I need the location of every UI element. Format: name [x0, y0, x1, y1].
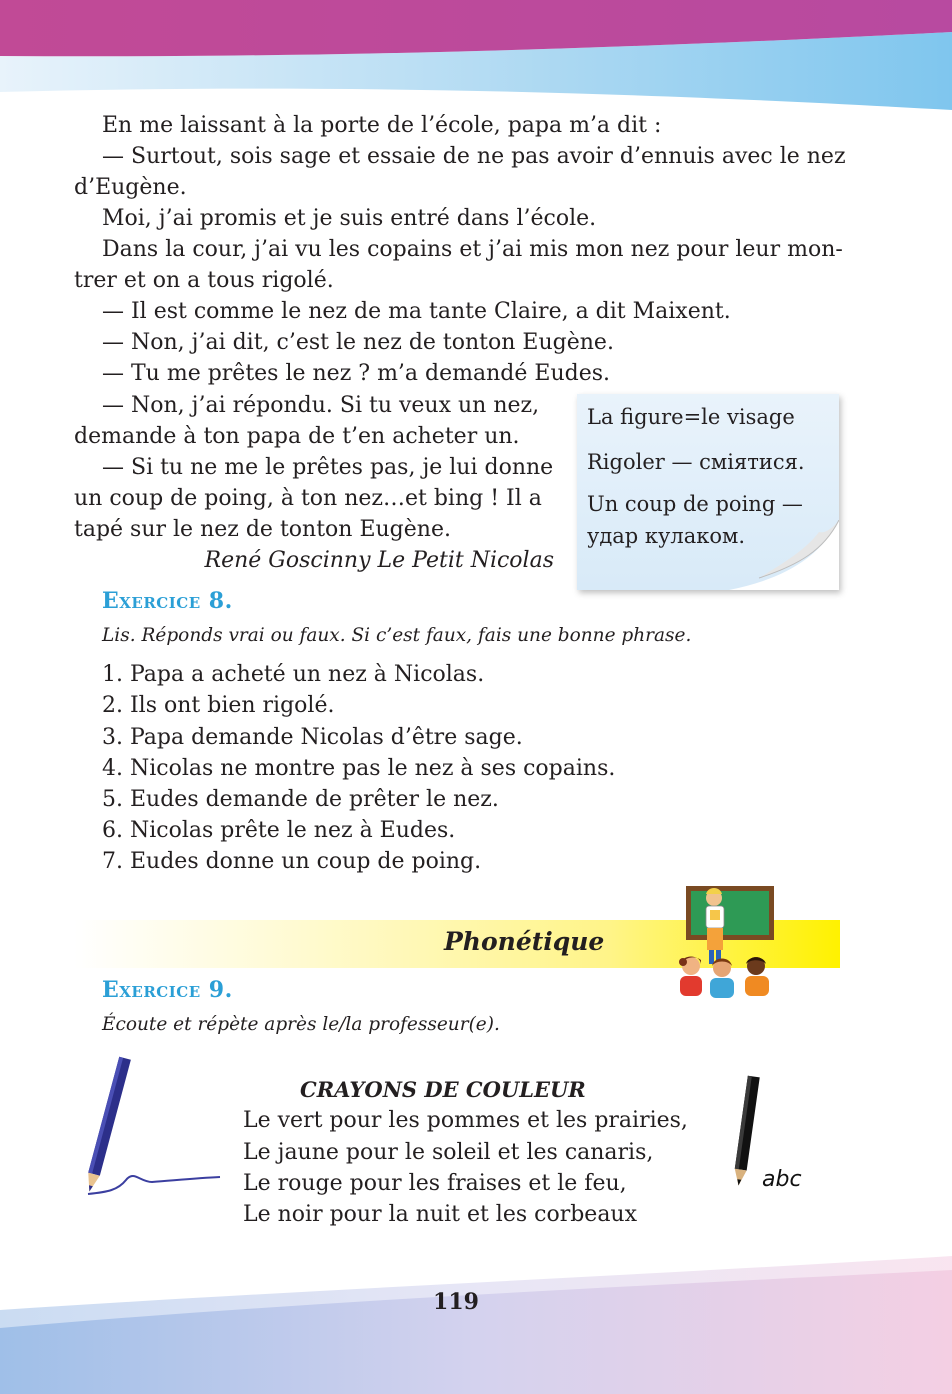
exercise-8-instruction: Lis. Réponds vrai ou faux. Si c’est faux, fais une bonne phrase. — [102, 625, 692, 646]
story-source: René Goscinny Le Petit Nicolas — [204, 548, 554, 573]
exercise-9-instruction: Écoute et répète après le/la professeur(e). — [102, 1014, 500, 1035]
exercise-8-item: 7. Eudes donne un coup de poing. — [102, 849, 482, 874]
poem-title: CRAYONS DE COULEUR — [300, 1077, 586, 1102]
exercise-8-item: 2. Ils ont bien rigolé. — [102, 693, 335, 718]
story-line: tapé sur le nez de tonton Eugène. — [74, 517, 451, 542]
story-line: Moi, j’ai promis et je suis entré dans l’école. — [102, 206, 597, 231]
story-line: — Tu me prêtes le nez ? m’a demandé Eudes. — [102, 361, 610, 386]
exercise-8-item: 4. Nicolas ne montre pas le nez à ses copains. — [102, 756, 616, 781]
story-line: trer et on a tous rigolé. — [74, 268, 334, 293]
exercise-8-item: 1. Papa a acheté un nez à Nicolas. — [102, 662, 485, 687]
poem-line: Le rouge pour les fraises et le feu, — [243, 1171, 627, 1196]
story-line: — Non, j’ai dit, c’est le nez de tonton Eugène. — [102, 330, 614, 355]
bottom-decorative-band — [0, 1240, 952, 1394]
black-pencil-icon — [726, 1072, 826, 1194]
teacher-children-icon — [676, 880, 778, 1004]
story-line: — Si tu ne me le prêtes pas, je lui donne — [102, 455, 554, 480]
top-decorative-band — [0, 0, 952, 110]
vocab-line: Rigoler — сміятися. — [587, 450, 805, 474]
story-line: En me laissant à la porte de l’école, papa m’a dit : — [102, 113, 662, 138]
exercise-9-title: Exercice 9. — [102, 977, 233, 1003]
story-line: un coup de poing, à ton nez…et bing ! Il a — [74, 486, 542, 511]
story-line: demande à ton papa de t’en acheter un. — [74, 424, 520, 449]
exercise-8-title: Exercice 8. — [102, 588, 233, 614]
vocab-line: удар кулаком. — [587, 524, 746, 548]
exercise-8-item: 5. Eudes demande de prêter le nez. — [102, 787, 499, 812]
story-line: — Surtout, sois sage et essaie de ne pas avoir d’ennuis avec le nez — [102, 144, 846, 169]
page-number: 119 — [433, 1289, 479, 1315]
vocabulary-note — [577, 394, 839, 590]
story-line: d’Eugène. — [74, 175, 187, 200]
page-curl-icon — [729, 520, 839, 590]
vocab-line: La figure=le visage — [587, 405, 795, 429]
story-line: — Il est comme le nez de ma tante Claire, a dit Maixent. — [102, 299, 731, 324]
poem-line: Le noir pour la nuit et les corbeaux — [243, 1202, 638, 1227]
poem-line: Le jaune pour le soleil et les canaris, — [243, 1140, 654, 1165]
vocab-line: Un coup de poing — — [587, 492, 803, 516]
exercise-8-item: 6. Nicolas prête le nez à Eudes. — [102, 818, 456, 843]
poem-line: Le vert pour les pommes et les prairies, — [243, 1108, 688, 1133]
blue-pencil-icon — [78, 1052, 228, 1202]
exercise-8-item: 3. Papa demande Nicolas d’être sage. — [102, 725, 523, 750]
pencil-abc-label: abc — [762, 1167, 802, 1192]
section-title: Phonétique — [444, 927, 605, 956]
story-line: Dans la cour, j’ai vu les copains et j’ai mis mon nez pour leur mon- — [102, 237, 843, 262]
story-line: — Non, j’ai répondu. Si tu veux un nez, — [102, 393, 540, 418]
